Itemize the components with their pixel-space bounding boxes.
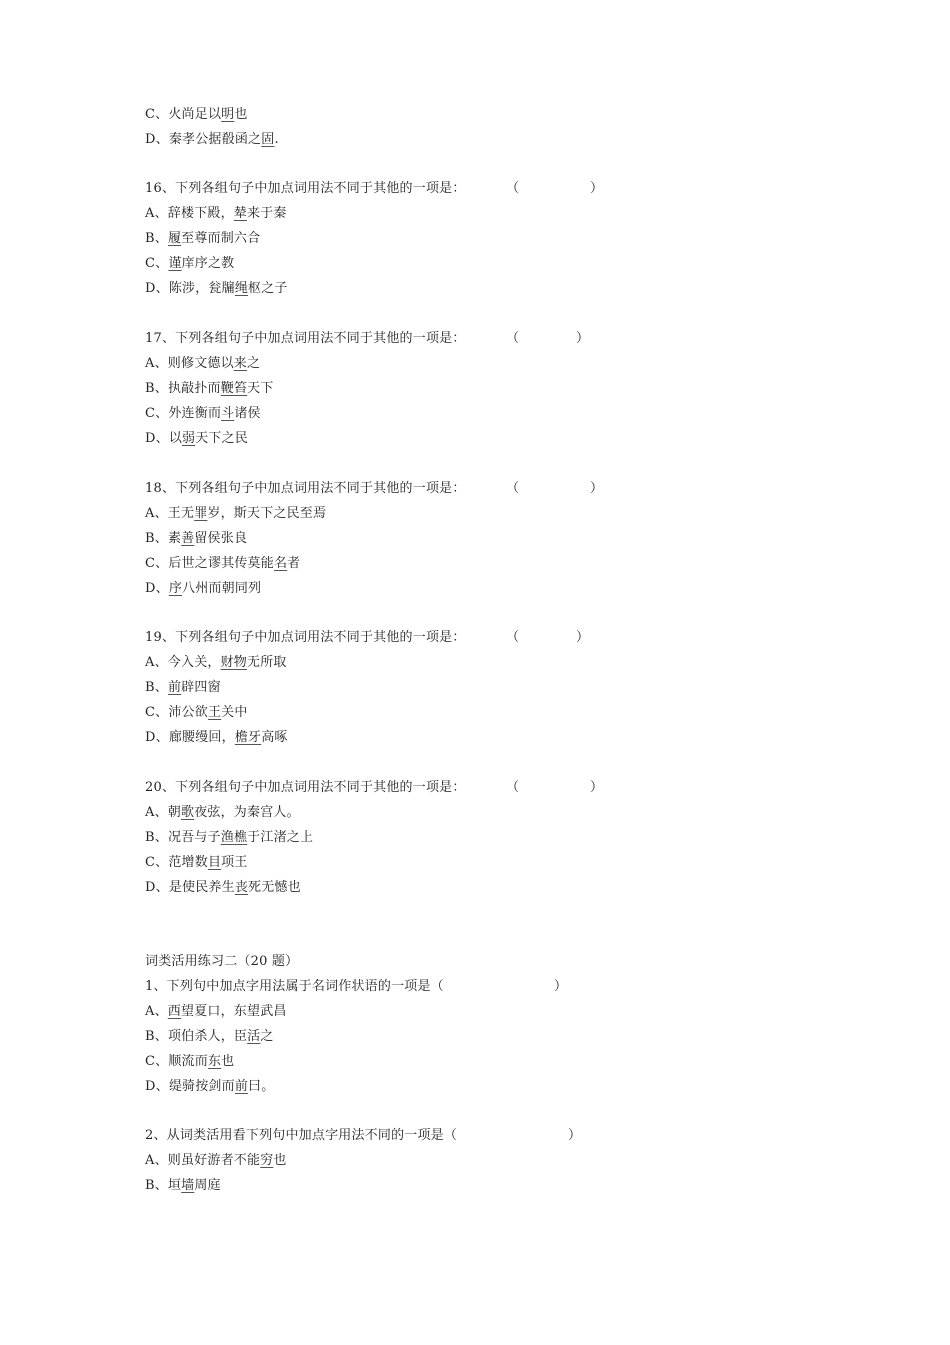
option-line: D、陈涉，瓮牖绳枢之子	[145, 281, 288, 296]
section-heading: 词类活用练习二（20 题）	[145, 954, 299, 969]
dotted-word: 善	[181, 531, 195, 546]
question-stem: 18、下列各组句子中加点词用法不同于其他的一项是：	[145, 481, 466, 496]
dotted-word: 活	[247, 1029, 261, 1044]
question-stem: 19、下列各组句子中加点词用法不同于其他的一项是：	[145, 630, 466, 645]
dotted-word: 履	[167, 231, 182, 246]
dotted-word: 西	[167, 1004, 181, 1019]
dotted-word: 目	[207, 855, 222, 870]
option-line: D、以弱天下之民	[145, 431, 249, 446]
dotted-word: 财物	[220, 655, 247, 670]
dotted-word: 前	[167, 680, 182, 695]
option-line: C、火尚足以明也	[145, 107, 248, 122]
answer-paren-close: ）	[590, 481, 604, 496]
option-line: B、项伯杀人，臣活之	[145, 1029, 274, 1044]
dotted-word: 罪	[194, 506, 208, 521]
dotted-word: 鞭笞	[220, 381, 248, 396]
question-stem: 1、下列句中加点字用法属于名词作状语的一项是（	[145, 979, 444, 994]
question-stem: 20、下列各组句子中加点词用法不同于其他的一项是：	[145, 780, 466, 795]
option-line: B、况吾与子渔樵于江渚之上	[145, 830, 314, 845]
option-line: C、沛公欲王关中	[145, 705, 248, 720]
answer-paren-open: （	[506, 331, 520, 346]
answer-paren-open: （	[506, 630, 520, 645]
answer-paren-open: （	[506, 481, 520, 496]
dotted-word: 名	[273, 556, 288, 571]
option-line: A、今入关，财物无所取	[145, 655, 287, 670]
option-line: A、则虽好游者不能穷也	[145, 1153, 287, 1168]
option-line: C、外连衡而斗诸侯	[145, 406, 261, 421]
dotted-word: 辇	[233, 206, 247, 221]
answer-paren-close: ）	[590, 780, 604, 795]
dotted-word: 斗	[221, 406, 235, 421]
dotted-word: 墙	[181, 1178, 195, 1193]
option-line: D、缇骑按剑而前曰。	[145, 1079, 275, 1094]
option-line: B、履至尊而制六合	[145, 231, 261, 246]
option-line: D、廊腰缦回，檐牙高啄	[145, 730, 288, 745]
option-line: D、序八州而朝同列	[145, 581, 262, 596]
option-line: B、垣墙周庭	[145, 1178, 221, 1193]
option-line: B、素善留侯张良	[145, 531, 248, 546]
dotted-word: 绳	[234, 281, 249, 296]
dotted-word: 弱	[182, 431, 196, 446]
dotted-word: 东	[207, 1054, 222, 1069]
option-line: A、王无罪岁，斯天下之民至焉	[145, 506, 327, 521]
question-stem: 17、下列各组句子中加点词用法不同于其他的一项是：	[145, 331, 466, 346]
dotted-word: 固	[261, 132, 275, 147]
question-stem: 2、从词类活用看下列句中加点字用法不同的一项是（	[145, 1128, 458, 1143]
option-line: A、朝歌夜弦，为秦宫人。	[145, 805, 300, 820]
option-line: A、辞楼下殿，辇来于秦	[145, 206, 287, 221]
option-line: A、西望夏口，东望武昌	[145, 1004, 287, 1019]
dotted-word: 王	[207, 705, 222, 720]
dotted-word: 来	[233, 356, 247, 371]
option-line: A、则修文德以来之	[145, 356, 261, 371]
answer-paren-close: ）	[576, 630, 590, 645]
answer-paren-open: （	[506, 780, 520, 795]
option-line: C、后世之谬其传莫能名者	[145, 556, 301, 571]
question-stem: 16、下列各组句子中加点词用法不同于其他的一项是：	[145, 181, 466, 196]
answer-paren-close: ）	[568, 1128, 582, 1143]
dotted-word: 序	[168, 581, 183, 596]
dotted-word: 渔樵	[220, 830, 248, 845]
dotted-word: 歌	[181, 805, 195, 820]
dotted-word: 明	[221, 107, 235, 122]
dotted-word: 前	[234, 1079, 249, 1094]
dotted-word: 谨	[168, 256, 182, 271]
option-line: C、范增数目项王	[145, 855, 248, 870]
option-line: D、是使民养生丧死无憾也	[145, 880, 301, 895]
option-line: C、顺流而东也	[145, 1054, 235, 1069]
dotted-word: 檐牙	[234, 730, 262, 745]
option-line: B、执敲扑而鞭笞天下	[145, 381, 274, 396]
dotted-word: 丧	[234, 880, 249, 895]
answer-paren-close: ）	[576, 331, 590, 346]
option-line: D、秦孝公据殽函之固.	[145, 132, 279, 147]
option-line: B、前辟四窗	[145, 680, 221, 695]
dotted-word: 穷	[260, 1153, 274, 1168]
option-line: C、谨庠序之教	[145, 256, 235, 271]
answer-paren-close: ）	[554, 979, 568, 994]
answer-paren-open: （	[506, 181, 520, 196]
answer-paren-close: ）	[590, 181, 604, 196]
